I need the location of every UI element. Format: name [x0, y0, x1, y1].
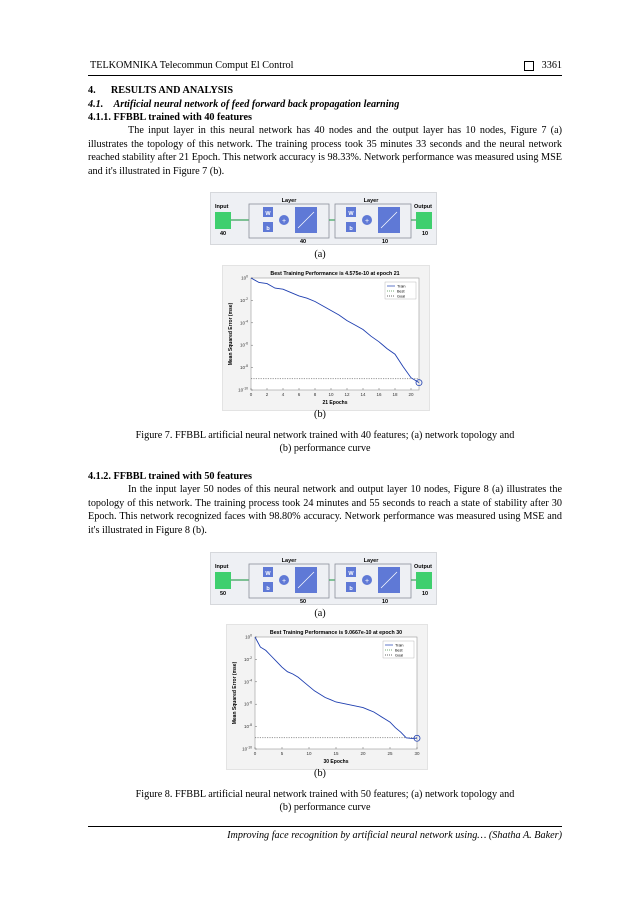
- fig7-layer1-plus-icon: +: [281, 218, 287, 225]
- fig7-input-label: Input: [215, 204, 229, 210]
- fig7-input-block: [215, 212, 231, 229]
- chart1-y-tick-exponent: -2: [248, 655, 252, 660]
- chart1-legend-label: Train: [395, 643, 404, 648]
- header-rule: [88, 75, 562, 76]
- section-number: 4.: [88, 85, 96, 96]
- chart0-x-tick-label: 16: [376, 392, 382, 397]
- fig7-performance-plot: [222, 265, 430, 411]
- fig7-layer1-label: Layer: [281, 198, 297, 204]
- fig7-output-label: Output: [413, 204, 432, 210]
- chart1-legend-label: Goal: [395, 653, 404, 658]
- fig8-layer2-label: Layer: [363, 558, 379, 564]
- chart0-x-tick-label: 0: [249, 392, 253, 397]
- fig7-topology-svg: [211, 193, 436, 244]
- fig7-topology: [210, 192, 437, 245]
- fig7-layer2-plus-icon: +: [364, 218, 370, 225]
- fig7-layer1-b-label: b: [266, 226, 270, 232]
- fig7-output-block: [416, 212, 432, 229]
- chart1-y-tick-exponent: -8: [248, 723, 252, 728]
- fig8-sub-b: (b): [314, 768, 326, 779]
- fig7-layer2-b-label: b: [349, 226, 353, 232]
- chart0-y-tick-label: $10^{-6}$: [239, 341, 248, 348]
- chart0-x-axis-label: 21 Epochs: [322, 400, 348, 406]
- fig8-layer2-plus-icon: +: [364, 578, 370, 585]
- journal-name: TELKOMNIKA Telecommun Comput El Control: [90, 60, 294, 71]
- chart1-y-tick-label: $10^{-2}$: [243, 655, 252, 662]
- chart0-y-tick-label: $10^{-2}$: [239, 296, 248, 303]
- chart1-legend-label: Best: [395, 648, 403, 653]
- fig7-output-n: 10: [421, 231, 429, 237]
- subsection-heading: [88, 98, 562, 112]
- chart0-x-tick-label: 10: [328, 392, 334, 397]
- chart1-x-tick-label: 10: [306, 751, 312, 756]
- chart0-y-axis-label: Mean Squared Error (mse): [228, 302, 234, 366]
- chart1-y-tick-exponent: -6: [248, 700, 252, 705]
- fig7-caption-line2: (b) performance curve: [279, 443, 371, 454]
- fig8-caption-line2: (b) performance curve: [279, 802, 371, 813]
- fig7-layer1-n: 40: [299, 239, 307, 244]
- chart1-y-tick-exponent: 0: [250, 633, 252, 638]
- chart0-y-tick-label: $10^0$: [241, 274, 248, 281]
- fig7-sub-b: (b): [314, 409, 326, 420]
- fig8-input-label: Input: [215, 564, 229, 570]
- fig8-layer2-n: 10: [381, 599, 389, 604]
- section-title: RESULTS AND ANALYSIS: [110, 85, 234, 96]
- fig7-layer1-w-label: W: [265, 211, 271, 217]
- fig8-layer1-b-label: b: [266, 586, 270, 592]
- fig7-caption-line1: Figure 7. FFBBL artificial neural network trained with 40 features; (a) network topology and: [135, 430, 515, 441]
- fig7-layer2-n: 10: [381, 239, 389, 244]
- chart0-y-tick-label: $10^{-8}$: [239, 364, 248, 371]
- fig8-topology: [210, 552, 437, 605]
- chart1-y-axis-label: Mean Squared Error (mse): [232, 661, 238, 725]
- chart0-y-tick-exponent: -4: [244, 319, 248, 324]
- chart0-y-tick-label: $10^{-4}$: [239, 319, 248, 326]
- fig7-sub-a: (a): [314, 249, 326, 260]
- chart1-x-tick-label: 15: [333, 751, 339, 756]
- fig8-layer1-w-label: W: [265, 571, 271, 577]
- chart1-x-tick-label: 25: [387, 751, 393, 756]
- fig8-output-label: Output: [413, 564, 432, 570]
- fig8-layer2-b-label: b: [349, 586, 353, 592]
- fig8-layer1-label: Layer: [281, 558, 297, 564]
- fig8-performance-plot: [226, 624, 428, 770]
- checkbox-icon: [524, 61, 534, 71]
- fig8-output-block: [416, 572, 432, 589]
- chart0-y-tick-exponent: -2: [244, 296, 248, 301]
- fig8-layer1-n: 50: [299, 599, 307, 604]
- page-number: 3361: [541, 60, 562, 71]
- fig7-layer2-label: Layer: [363, 198, 379, 204]
- fig8-input-n: 50: [219, 591, 227, 597]
- fig7-chart-svg: [223, 266, 429, 410]
- subsubsection-heading-411: 4.1.1. FFBBL trained with 40 features: [88, 112, 252, 123]
- chart0-x-tick-label: 4: [281, 392, 285, 397]
- chart0-title: Best Training Performance is 4.575e-10 at epoch 21: [270, 271, 400, 277]
- chart0-x-tick-label: 12: [344, 392, 350, 397]
- chart0-y-tick-exponent: -10: [243, 386, 248, 391]
- subsection-title: Artificial neural network of feed forward back propagation learning: [113, 99, 400, 110]
- running-header: [88, 60, 562, 74]
- chart0-x-tick-label: 6: [297, 392, 301, 397]
- chart0-y-tick-exponent: 0: [246, 274, 248, 279]
- subsection-number: 4.1.: [88, 99, 104, 110]
- chart0-x-tick-label: 20: [408, 392, 414, 397]
- chart1-x-tick-label: 30: [414, 751, 420, 756]
- chart0-legend-label: Train: [397, 284, 406, 289]
- fig8-layer1-plus-icon: +: [281, 578, 287, 585]
- fig8-caption-line1: Figure 8. FFBBL artificial neural network trained with 50 features; (a) network topology and: [135, 789, 515, 800]
- fig7-layer2-w-label: W: [348, 211, 354, 217]
- fig8-chart-svg: [227, 625, 427, 769]
- chart1-y-tick-label: $10^{-10}$: [242, 745, 252, 752]
- chart1-y-tick-label: $10^{-4}$: [243, 678, 252, 685]
- chart0-x-tick-label: 18: [392, 392, 398, 397]
- chart1-title: Best Training Performance is 9.0667e-10 at epoch 30: [269, 630, 403, 636]
- fig8-input-block: [215, 572, 231, 589]
- chart1-y-tick-label: $10^{-6}$: [243, 700, 252, 707]
- chart0-y-tick-exponent: -8: [244, 364, 248, 369]
- fig7-input-n: 40: [219, 231, 227, 237]
- section-heading: [88, 84, 562, 98]
- fig8-output-n: 10: [421, 591, 429, 597]
- footer-rule: [88, 826, 562, 827]
- chart0-y-tick-label: $10^{-10}$: [238, 386, 248, 393]
- fig8-sub-a: (a): [314, 608, 326, 619]
- chart1-x-tick-label: 20: [360, 751, 366, 756]
- chart0-x-tick-label: 8: [313, 392, 317, 397]
- chart0-x-tick-label: 2: [265, 392, 269, 397]
- chart0-legend-label: Best: [397, 289, 405, 294]
- fig8-layer2-w-label: W: [348, 571, 354, 577]
- chart1-y-tick-exponent: -10: [247, 745, 252, 750]
- subsubsection-heading-412: 4.1.2. FFBBL trained with 50 features: [88, 471, 252, 482]
- chart1-x-axis-label: 30 Epochs: [323, 759, 349, 765]
- chart1-y-tick-label: $10^{-8}$: [243, 723, 252, 730]
- chart1-y-tick-label: $10^0$: [245, 633, 252, 640]
- chart0-legend-label: Goal: [397, 294, 406, 299]
- chart1-x-tick-label: 0: [253, 751, 257, 756]
- chart0-x-tick-label: 14: [360, 392, 366, 397]
- fig8-topology-svg: [211, 553, 436, 604]
- paragraph-411: The input layer in this neural network has 40 nodes and the output layer has 10 nodes, Figure 7 (a) illustrates the topology of this network. The training process took 35 minutes 33 seconds and the neural network reached stability after 21 Epoch. This network accuracy is 98.33%. Network performance was measured using MSE and it's illustrated in Figure 7 (b).: [88, 125, 562, 177]
- chart0-y-tick-exponent: -6: [244, 341, 248, 346]
- chart1-x-tick-label: 5: [280, 751, 284, 756]
- running-footer: Improving face recognition by artificial neural network using… (Shatha A. Baker): [227, 830, 562, 841]
- chart1-y-tick-exponent: -4: [248, 678, 252, 683]
- paragraph-412: In the input layer 50 nodes of this neural network and output layer 10 nodes, Figure 8 (a) illustrates the topology of this network. The training process took 24 minutes and 55 seconds to reach a state of stability after 30 Epoch. This network recognized faces with 98.80% accuracy. Network performance was measured using MSE and it's illustrated in Figure 8 (b).: [88, 484, 562, 536]
